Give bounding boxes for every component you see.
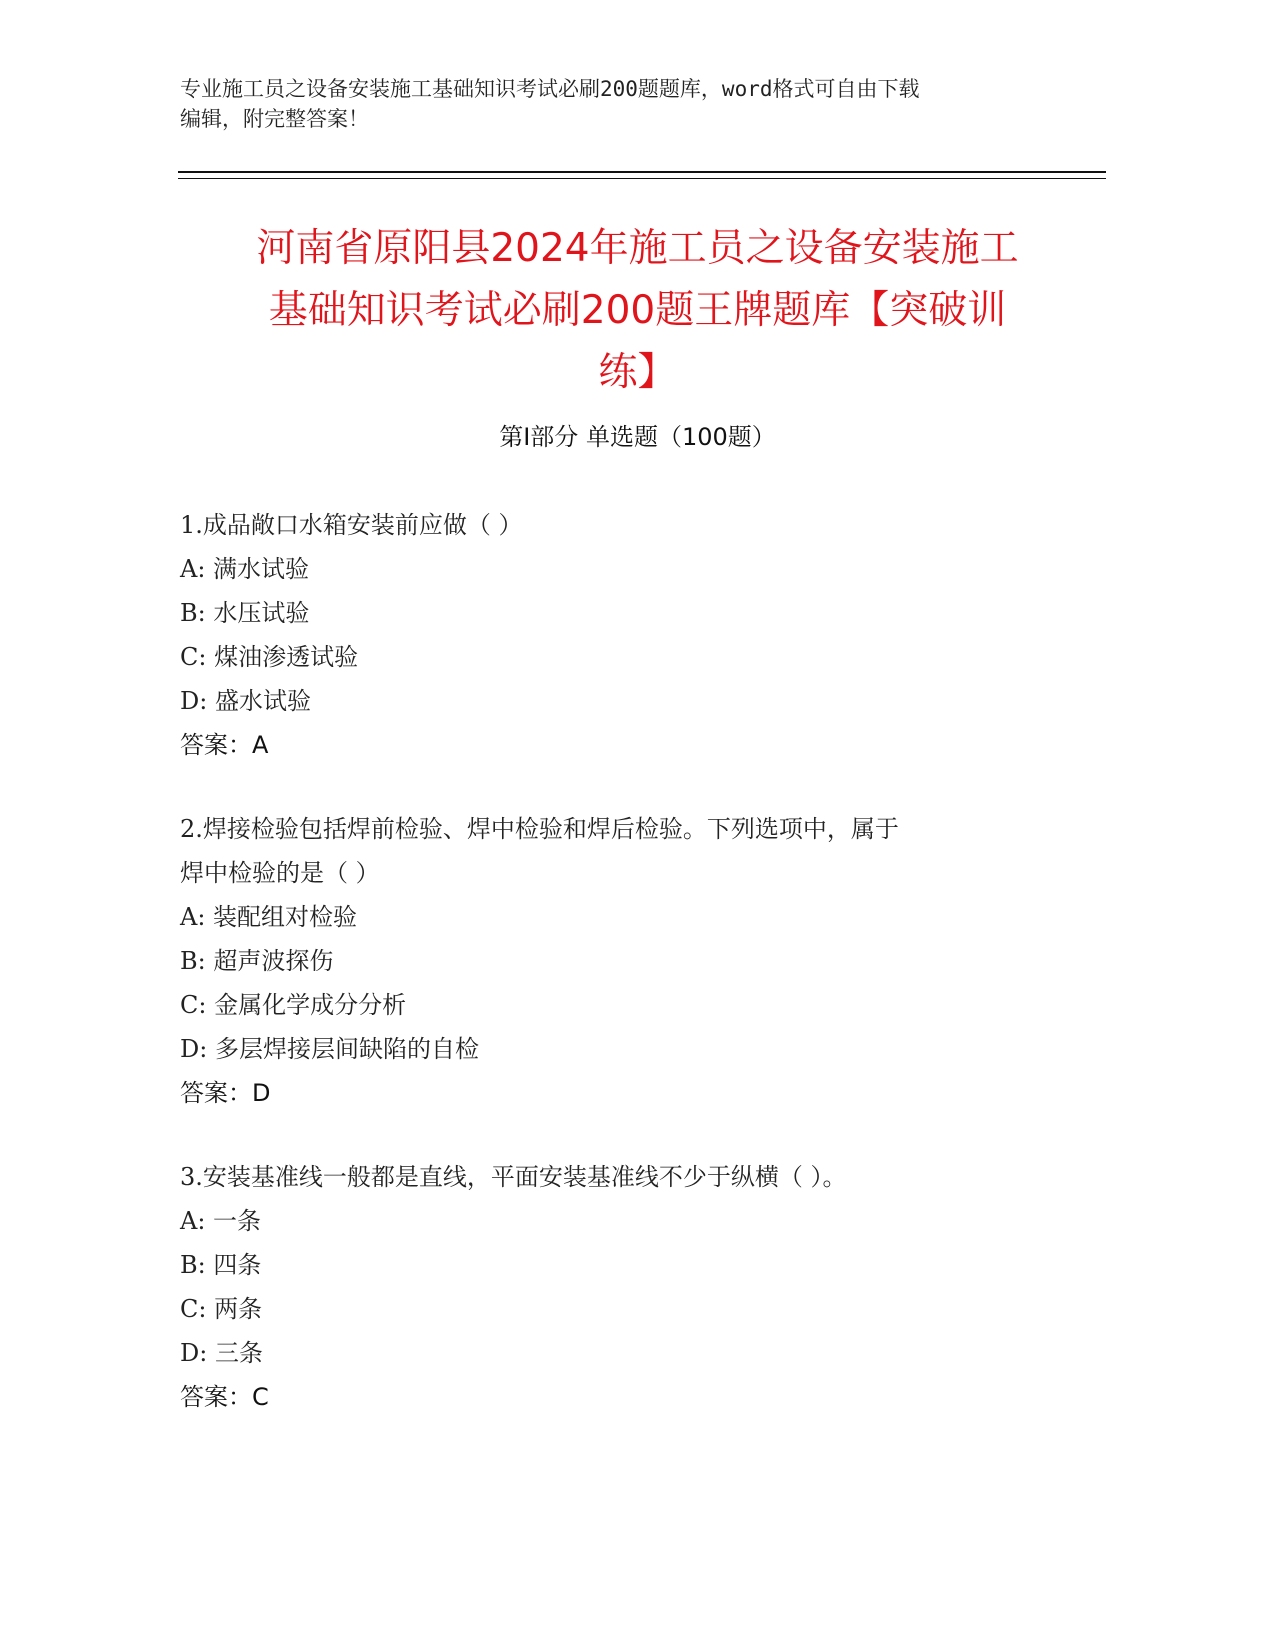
header-note-line-1: 专业施工员之设备安装施工基础知识考试必刷200题题库，word格式可自由下载 [180,77,920,101]
question-1 [180,503,1060,767]
document-title-line-2: 基础知识考试必刷200题王牌题库【突破训 [268,288,1007,333]
option-b: B: 超声波探伤 [180,947,334,975]
question-2 [180,807,1060,1115]
document-title-line-1: 河南省原阳县2024年施工员之设备安装施工 [256,226,1019,271]
option-a: A: 满水试验 [180,555,310,583]
option-d: D: 三条 [180,1339,263,1367]
option-c: C: 煤油渗透试验 [180,643,359,671]
document-title-line-3: 练】 [598,350,677,395]
header-divider-thin [178,178,1106,179]
document-title [160,218,1115,404]
option-d: D: 盛水试验 [180,687,311,715]
option-c: C: 两条 [180,1295,263,1323]
question-3 [180,1155,1060,1419]
answer: 答案：D [180,1079,271,1107]
option-c: C: 金属化学成分分析 [180,991,407,1019]
question-stem: 1.成品敞口水箱安装前应做（ ） [180,511,523,539]
header-note [180,74,1040,134]
section-heading: 第Ⅰ部分 单选题（100题） [499,423,776,451]
option-b: B: 四条 [180,1251,262,1279]
question-stem: 3.安装基准线一般都是直线，平面安装基准线不少于纵横（ ）。 [180,1163,847,1191]
answer: 答案：A [180,731,269,759]
option-b: B: 水压试验 [180,599,310,627]
question-stem-line-2: 焊中检验的是（ ） [180,859,380,887]
header-divider-thick [178,171,1106,173]
option-d: D: 多层焊接层间缺陷的自检 [180,1035,479,1063]
answer: 答案：C [180,1383,269,1411]
option-a: A: 一条 [180,1207,262,1235]
question-stem-line-1: 2.焊接检验包括焊前检验、焊中检验和焊后检验。下列选项中，属于 [180,815,899,843]
header-note-line-2: 编辑，附完整答案！ [180,107,369,131]
option-a: A: 装配组对检验 [180,903,358,931]
